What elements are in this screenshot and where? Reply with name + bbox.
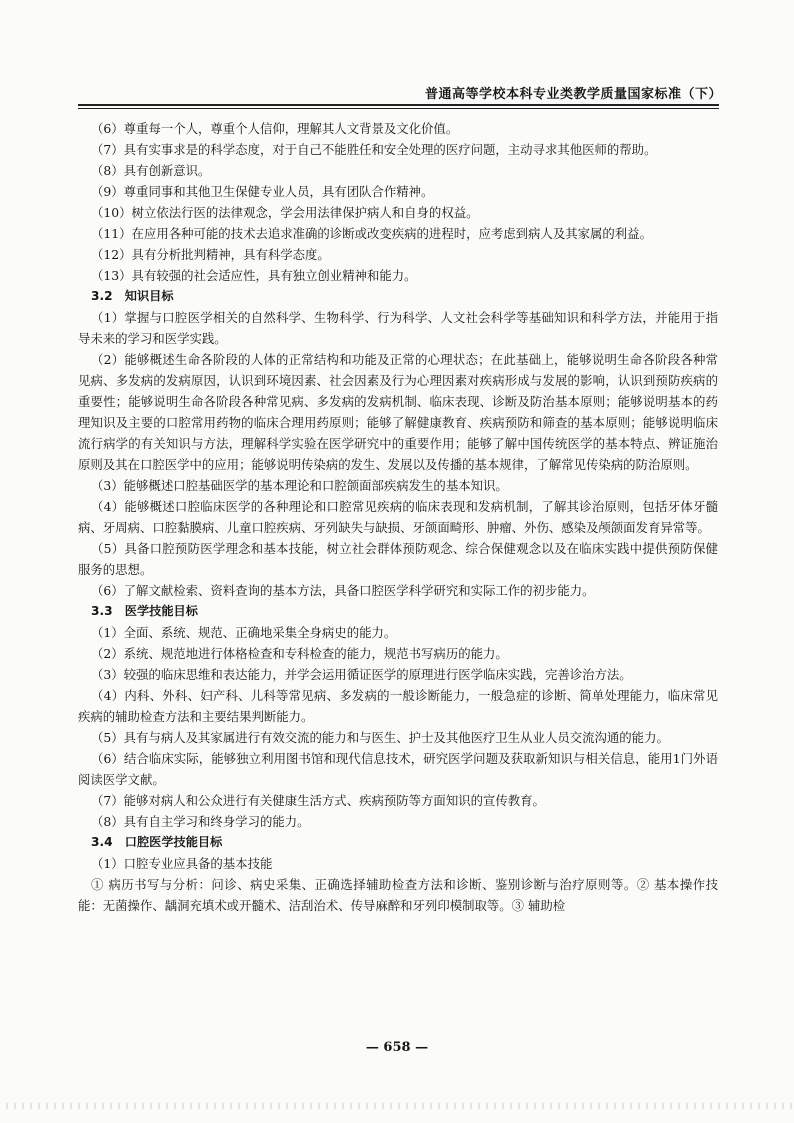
paragraph: （2）能够概述生命各阶段的人体的正常结构和功能及正常的心理状态；在此基础上，能够说明生命各阶段各种常见病、多发病的发病原因，认识到环境因素、社会因素及行为心理因素对疾病形成与发展的影响，认识到预防疾病的重要性；能够说明生命各阶段各种常见病、多发病的发病机制、临床表现、诊断及防治基本原则；能够说明基本的药理知识及主要的口腔常用药物的临床合理用药原则；能够了解健康教育、疾病预防和筛查的基本原则；能够说明临床流行病学的有关知识与方法，理解科学实验在医学研究中的重要作用；能够了解中国传统医学的基本特点、辨证施治原则及其在口腔医学中的应用；能够说明传染病的发生、发展以及传播的基本规律，了解常见传染病的防治原则。 — [78, 352, 718, 472]
paragraph: （1）全面、系统、规范、正确地采集全身病史的能力。 — [91, 625, 397, 640]
paragraph: （1）掌握与口腔医学相关的自然科学、生物科学、行为科学、人文社会科学等基础知识和科学方法，并能用于指导未来的学习和医学实践。 — [78, 310, 718, 346]
paragraph: （2）系统、规范地进行体格检查和专科检查的能力，规范书写病历的能力。 — [91, 646, 508, 661]
paragraph: ① 病历书写与分析：问诊、病史采集、正确选择辅助检查方法和诊断、鉴别诊断与治疗原则等。② 基本操作技能：无菌操作、龋洞充填术或开髓术、洁刮治术、传导麻醉和牙列印模制取等。③ 辅助检 — [78, 877, 718, 913]
header-rule-thin — [78, 108, 719, 109]
paragraph: （5）具备口腔预防医学理念和基本技能，树立社会群体预防观念、综合保健观念以及在临床实践中提供预防保健服务的思想。 — [78, 541, 718, 577]
section-heading: 3.4 口腔医学技能目标 — [91, 835, 223, 849]
paragraph: （5）具有与病人及其家属进行有效交流的能力和与医生、护士及其他医疗卫生从业人员交流沟通的能力。 — [91, 730, 669, 745]
paragraph: （8）具有自主学习和终身学习的能力。 — [91, 814, 310, 829]
paragraph: （7）能够对病人和公众进行有关健康生活方式、疾病预防等方面知识的宣传教育。 — [91, 793, 545, 808]
section-heading: 3.2 知识目标 — [91, 289, 174, 303]
paragraph: （3）能够概述口腔基础医学的基本理论和口腔颌面部疾病发生的基本知识。 — [91, 478, 508, 493]
paragraph: （13）具有较强的社会适应性，具有独立创业精神和能力。 — [91, 268, 417, 283]
paragraph: （6）尊重每一个人，尊重个人信仰，理解其人文背景及文化价值。 — [91, 121, 459, 136]
paragraph: （12）具有分析批判精神，具有科学态度。 — [91, 247, 330, 262]
section-heading: 3.3 医学技能目标 — [91, 604, 198, 618]
paragraph: （3）较强的临床思维和表达能力，并学会运用循证医学的原理进行医学临床实践，完善诊治方法。 — [91, 667, 632, 682]
paragraph: （4）内科、外科、妇产科、儿科等常见病、多发病的一般诊断能力，一般急症的诊断、简单处理能力，临床常见疾病的辅助检查方法和主要结果判断能力。 — [78, 688, 718, 724]
header-rule — [78, 104, 719, 106]
body-text — [78, 118, 718, 916]
paragraph: （7）具有实事求是的科学态度，对于自己不能胜任和安全处理的医疗问题，主动寻求其他医师的帮助。 — [91, 142, 657, 157]
page-number: — 658 — — [365, 1040, 429, 1055]
paragraph: （8）具有创新意识。 — [91, 163, 211, 178]
paragraph: （9）尊重同事和其他卫生保健专业人员，具有团队合作精神。 — [91, 184, 434, 199]
paragraph: （6）结合临床实际，能够独立利用图书馆和现代信息技术，研究医学问题及获取新知识与相关信息，能用1门外语阅读医学文献。 — [78, 751, 718, 787]
running-header: 普通高等学校本科专业类教学质量国家标准（下） — [424, 87, 722, 102]
paragraph: （11）在应用各种可能的技术去追求准确的诊断或改变疾病的进程时，应考虑到病人及其家属的利益。 — [91, 226, 652, 241]
paragraph: （4）能够概述口腔临床医学的各种理论和口腔常见疾病的临床表现和发病机制，了解其诊治原则，包括牙体牙髓病、牙周病、口腔黏膜病、儿童口腔疾病、牙列缺失与缺损、牙颌面畸形、肿瘤、外伤、感染及颅颌面发育异常等。 — [78, 499, 718, 535]
paragraph: （1）口腔专业应具备的基本技能 — [91, 856, 273, 871]
scan-artifact — [0, 1103, 794, 1109]
paragraph: （6）了解文献检索、资料查询的基本方法，具备口腔医学科学研究和实际工作的初步能力。 — [91, 583, 595, 598]
paragraph: （10）树立依法行医的法律观念，学会用法律保护病人和自身的权益。 — [91, 205, 479, 220]
